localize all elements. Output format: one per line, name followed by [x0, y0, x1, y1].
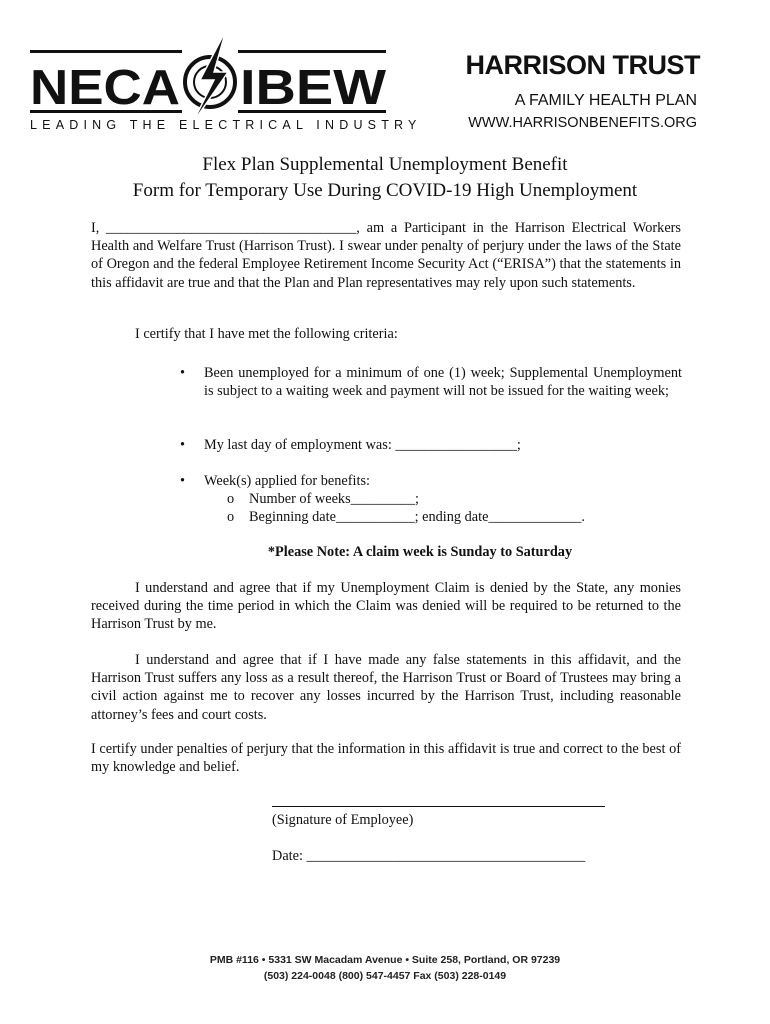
- signature-line[interactable]: [272, 806, 605, 807]
- org-subtitle: A FAMILY HEALTH PLAN: [514, 92, 697, 109]
- false-statement-paragraph: I understand and agree that if I have made any false statements in this affidavit, and the Harrison Trust suffers any loss as a result thereof, the Harrison Trust or Board of Trustees may bring a civil action against me to recover any losses incurred by the Harrison Trust, including reasonable attorney’s fees and court costs.: [91, 652, 681, 723]
- logo-ibew-text: IBEW: [240, 61, 387, 115]
- org-website: WWW.HARRISONBENEFITS.ORG: [468, 115, 697, 131]
- sub-bullet-icon: o: [227, 491, 235, 507]
- intro-paragraph: I, ___________________________________, am a Participant in the Harrison Electrical Workers Health and Welfare Trust (Harrison Trust). I swear under penalty of perjury under the laws of the State of Oregon and the federal Employee Retirement Income Security Act (“ERISA”) that the statements in this affidavit are true and that the Plan and Plan representatives may rely upon such statements.: [91, 220, 681, 291]
- footer-address: PMB #116 • 5331 SW Macadam Avenue • Suite 258, Portland, OR 97239: [209, 954, 561, 966]
- denied-claim-paragraph: I understand and agree that if my Unemployment Claim is denied by the State, any monies received during the time period in which the Claim was denied will be required to be returned to the Harrison Trust by me.: [91, 580, 681, 633]
- logo-graphic: [30, 28, 390, 118]
- neca-ibew-logo: [30, 28, 422, 138]
- sub-bullet-icon: o: [227, 509, 235, 525]
- footer-phone: (503) 224-0048 (800) 547-4457 Fax (503) 228-0149: [263, 970, 507, 982]
- org-name: HARRISON TRUST: [465, 50, 700, 80]
- form-title-line1: Flex Plan Supplemental Unemployment Benefit: [202, 154, 568, 175]
- bullet-icon: •: [180, 473, 186, 489]
- claim-week-note: *Please Note: A claim week is Sunday to Saturday: [267, 544, 573, 560]
- form-title-line2: Form for Temporary Use During COVID-19 High Unemployment: [132, 180, 638, 201]
- logo-neca-text: NECA: [30, 61, 180, 115]
- certify-lead: I certify that I have met the following criteria:: [135, 326, 398, 342]
- sub-bullet-text: Number of weeks_________;: [249, 491, 419, 507]
- bullet-icon: •: [180, 437, 186, 453]
- certify-paragraph: I certify under penalties of perjury that the information in this affidavit is true and correct to the best of my knowledge and belief.: [91, 741, 681, 776]
- sub-bullet-text: Beginning date___________; ending date_____________.: [249, 509, 585, 525]
- bullet-icon: •: [180, 365, 186, 381]
- bullet-text: Been unemployed for a minimum of one (1) week; Supplemental Unemployment is subject to a waiting week and payment will not be issued for the waiting week;: [204, 365, 682, 400]
- signature-label: (Signature of Employee): [272, 812, 414, 828]
- bullet-text: Week(s) applied for benefits:: [204, 473, 370, 489]
- logo-tagline: LEADING THE ELECTRICAL INDUSTRY: [30, 118, 422, 132]
- bullet-text: My last day of employment was: _________________;: [204, 437, 521, 453]
- date-field[interactable]: Date: _______________________________________: [272, 848, 586, 864]
